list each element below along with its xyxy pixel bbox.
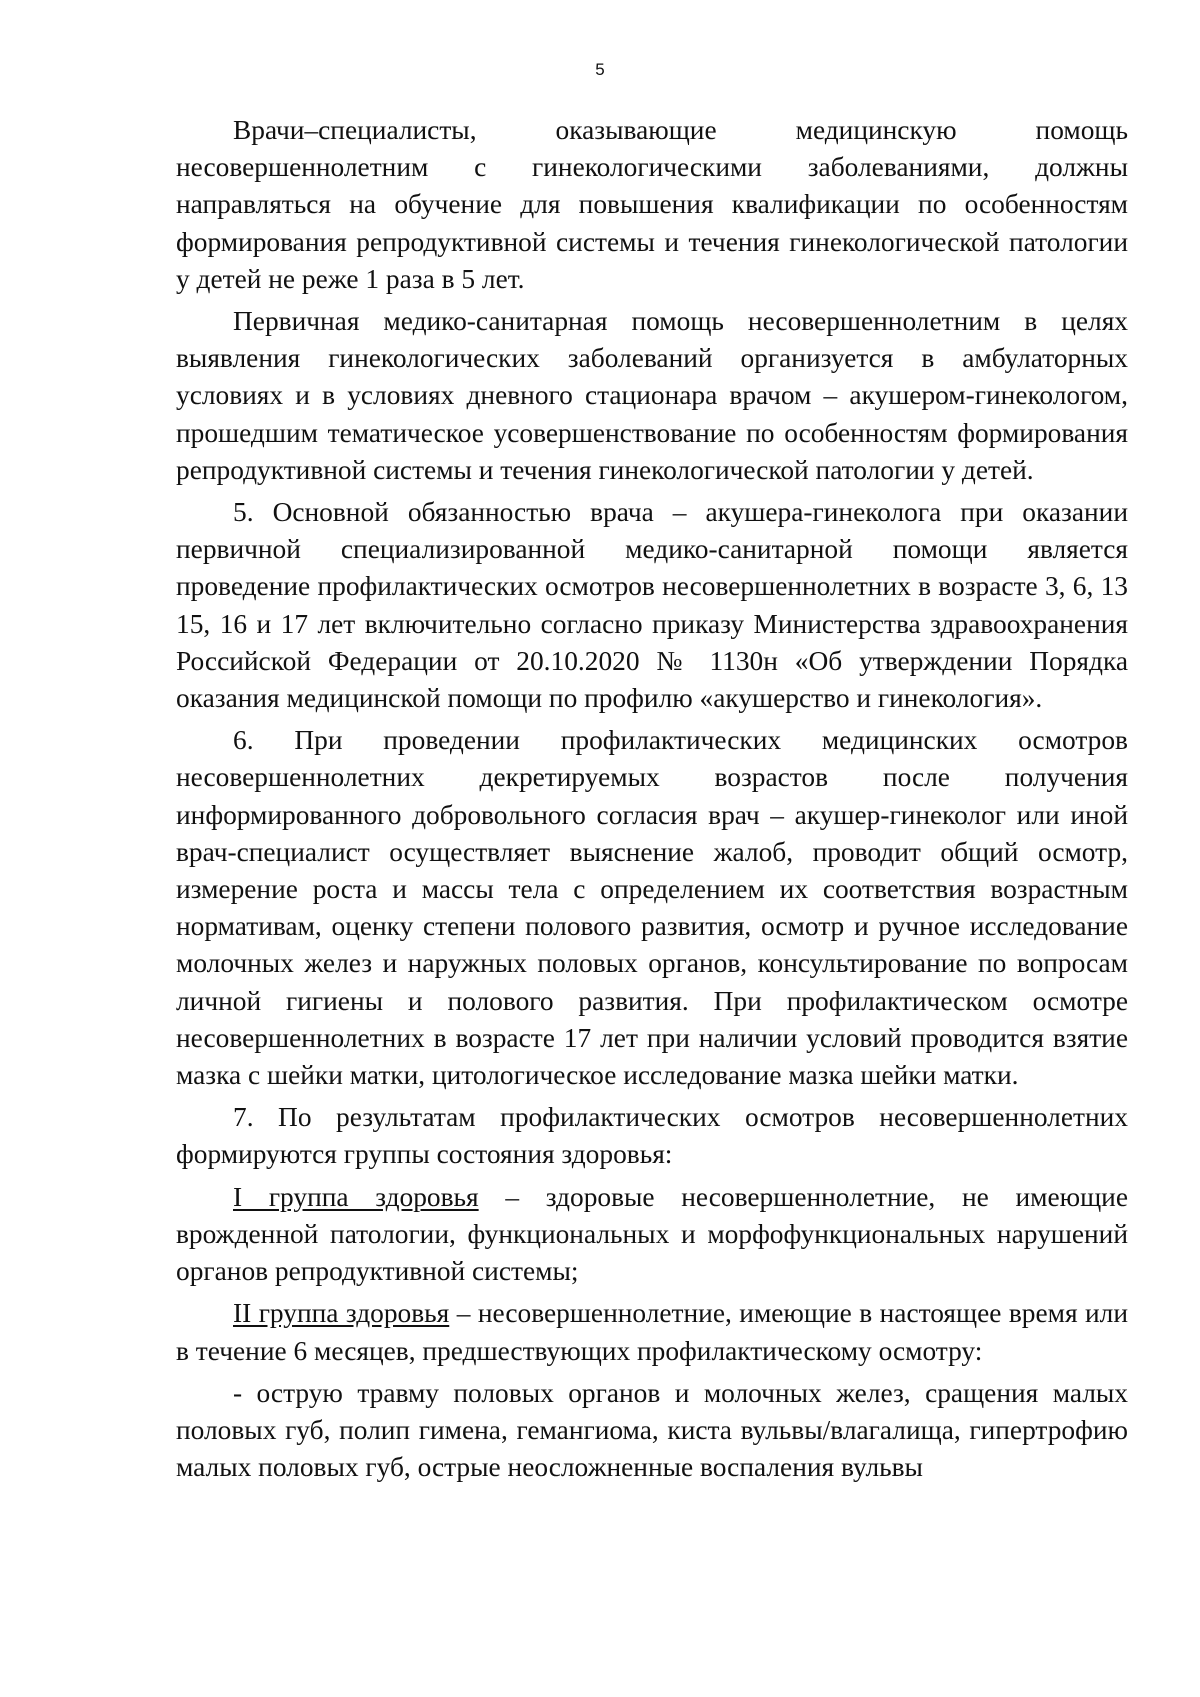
paragraph-item-6: 6. При проведении профилактических медицинских осмотров несовершеннолетних декретируемых возрастов после получения информированного добровольного согласия врач – акушер-гинеколог или иной врач-специалист осуществляет выяснение жалоб, проводит общий осмотр, измерение роста и массы тела с определением их соответствия возрастным нормативам, оценку степени полового развития, осмотр и ручное исследование молочных желез и наружных половых органов, консультирование по вопросам личной гигиены и полового развития. При профилактическом осмотре несовершеннолетних в возрасте 17 лет при наличии условий проводится взятие мазка с шейки матки, цитологическое исследование мазка шейки матки. (176, 725, 1128, 1091)
paragraph-specialists-training: Врачи–специалисты, оказывающие медицинскую помощь несовершеннолетним с гинекологическими заболеваниями, должны направляться на обучение для повышения квалификации по особенностям формирования репродуктивной системы и течения гинекологической патологии у детей не реже 1 раза в 5 лет. (176, 115, 1128, 294)
health-group-1-label: I группа здоровья (233, 1181, 479, 1212)
health-group-2-text: – несовершеннолетние, имеющие в настоящее время или в течение 6 месяцев, предшествующих профилактическому осмотру: (176, 1298, 1128, 1366)
health-group-2-label: II группа здоровья (233, 1298, 450, 1329)
paragraph-health-group-1 (176, 1179, 1128, 1291)
document-body (176, 112, 1128, 1486)
page-number: 5 (595, 60, 605, 79)
paragraph-health-group-2 (176, 1295, 1128, 1369)
paragraph-item-5: 5. Основной обязанностью врача – акушера-гинеколога при оказании первичной специализированной медико-санитарной помощи является проведение профилактических осмотров несовершеннолетних в возрасте 3, 6, 13 15, 16 и 17 лет включительно согласно приказу Министерства здравоохранения Российской Федерации от 20.10.2020 № 1130н «Об утверждении Порядка оказания медицинской помощи по профилю «акушерство и гинекология». (176, 497, 1128, 714)
paragraph-primary-care: Первичная медико-санитарная помощь несовершеннолетним в целях выявления гинекологических заболеваний организуется в амбулаторных условиях и в условиях дневного стационара врачом – акушером-гинекологом, прошедшим тематическое усовершенствование по особенностям формирования репродуктивной системы и течения гинекологической патологии у детей. (176, 306, 1128, 485)
paragraph-item-7: 7. По результатам профилактических осмотров несовершеннолетних формируются группы состояния здоровья: (176, 1102, 1128, 1170)
paragraph-list-item-trauma: - острую травму половых органов и молочных желез, сращения малых половых губ, полип гимена, гемангиома, киста вульвы/влагалища, гипертрофию малых половых губ, острые неосложненные воспаления вульвы (176, 1377, 1128, 1483)
health-group-1-text: – здоровые несовершеннолетние, не имеющие врожденной патологии, функциональных и морфофункциональных нарушений органов репродуктивной системы; (176, 1181, 1128, 1287)
